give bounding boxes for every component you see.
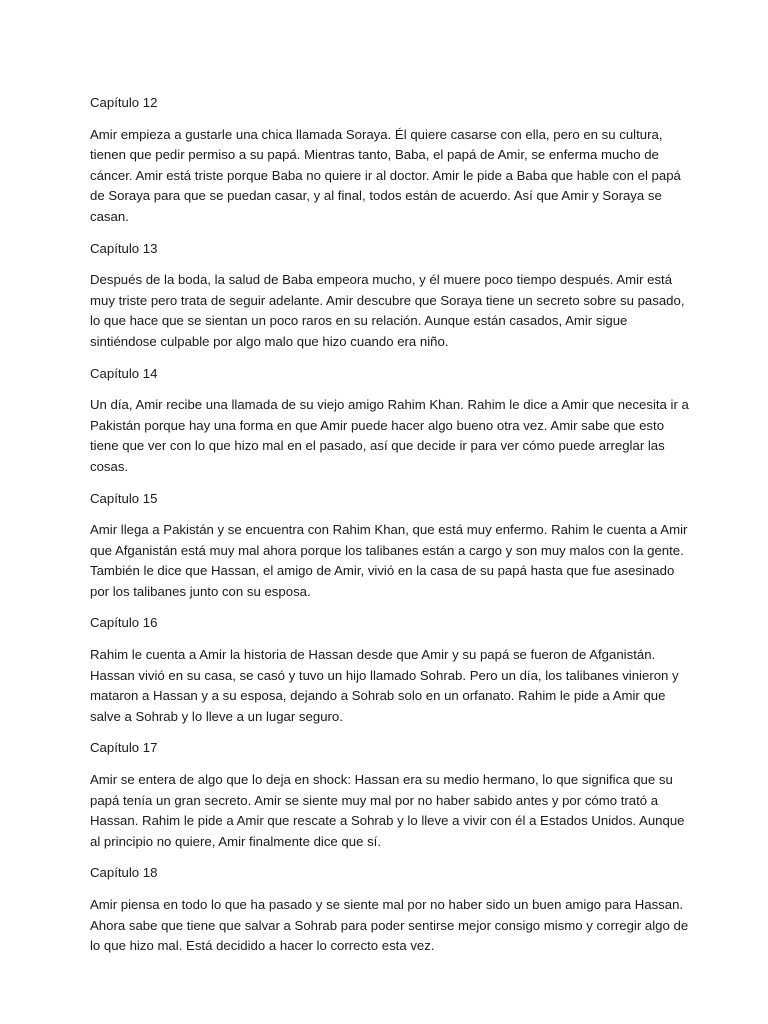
chapter-paragraph: Amir piensa en todo lo que ha pasado y se siente mal por no haber sido un buen amigo para Hassan. Ahora sabe que tiene que salvar a Sohrab para poder sentirse mejor consigo mismo y corregir algo de lo que hizo mal. Está decidido a hacer lo correcto esta vez. (90, 897, 689, 954)
chapter-heading: Capítulo 18 (90, 865, 158, 881)
chapter-paragraph: Amir empieza a gustarle una chica llamada Soraya. Él quiere casarse con ella, pero en su cultura, tienen que pedir permiso a su papá. Mientras tanto, Baba, el papá de Amir, se enferma mucho de cáncer. Amir está triste porque Baba no quiere ir al doctor. Amir le pide a Baba que hable con el papá de Soraya para que se puedan casar, y al final, todos están de acuerdo. Así que Amir y Soraya se casan. (90, 126, 681, 224)
chapter-heading: Capítulo 17 (90, 740, 158, 756)
chapter-14 (90, 364, 690, 478)
chapter-paragraph: Amir llega a Pakistán y se encuentra con Rahim Khan, que está muy enfermo. Rahim le cuenta a Amir que Afganistán está muy mal ahora porque los talibanes están a cargo y son muy malos con la gente. También le dice que Hassan, el amigo de Amir, vivió en la casa de su papá hasta que fue asesinado por los talibanes junto con su esposa. (90, 522, 688, 599)
chapter-12 (90, 93, 690, 228)
chapter-paragraph: Amir se entera de algo que lo deja en shock: Hassan era su medio hermano, lo que significa que su papá tenía un gran secreto. Amir se siente muy mal por no haber sabido antes y por cómo trató a Hassan. Rahim le pide a Amir que rescate a Sohrab y lo lleve a vivir con él a Estados Unidos. Aunque al principio no quiere, Amir finalmente dice que sí. (90, 772, 685, 849)
chapter-13 (90, 239, 690, 353)
document-page (90, 93, 690, 968)
chapter-heading: Capítulo 13 (90, 240, 158, 256)
chapter-paragraph: Rahim le cuenta a Amir la historia de Hassan desde que Amir y su papá se fueron de Afganistán. Hassan vivió en su casa, se casó y tuvo un hijo llamado Sohrab. Pero un día, los talibanes vinieron y mataron a Hassan y a su esposa, dejando a Sohrab solo en un orfanato. Rahim le pide a Amir que salve a Sohrab y lo lleve a un lugar seguro. (90, 647, 679, 724)
chapter-15 (90, 489, 690, 603)
chapter-heading: Capítulo 12 (90, 95, 158, 110)
chapter-17 (90, 738, 690, 852)
chapter-16 (90, 613, 690, 727)
chapter-heading: Capítulo 16 (90, 615, 158, 631)
chapter-heading: Capítulo 14 (90, 365, 158, 381)
chapter-paragraph: Un día, Amir recibe una llamada de su viejo amigo Rahim Khan. Rahim le dice a Amir que necesita ir a Pakistán porque hay una forma en que Amir puede hacer algo bueno otra vez. Amir sabe que esto tiene que ver con lo que hizo mal en el pasado, así que decide ir para ver cómo puede arreglar las cosas. (90, 397, 689, 474)
chapter-paragraph: Después de la boda, la salud de Baba empeora mucho, y él muere poco tiempo después. Amir está muy triste pero trata de seguir adelante. Amir descubre que Soraya tiene un secreto sobre su pasado, lo que hace que se sientan un poco raros en su relación. Aunque están casados, Amir sigue sintiéndose culpable por algo malo que hizo cuando era niño. (90, 272, 685, 349)
chapter-heading: Capítulo 15 (90, 490, 158, 506)
chapter-18 (90, 863, 690, 956)
